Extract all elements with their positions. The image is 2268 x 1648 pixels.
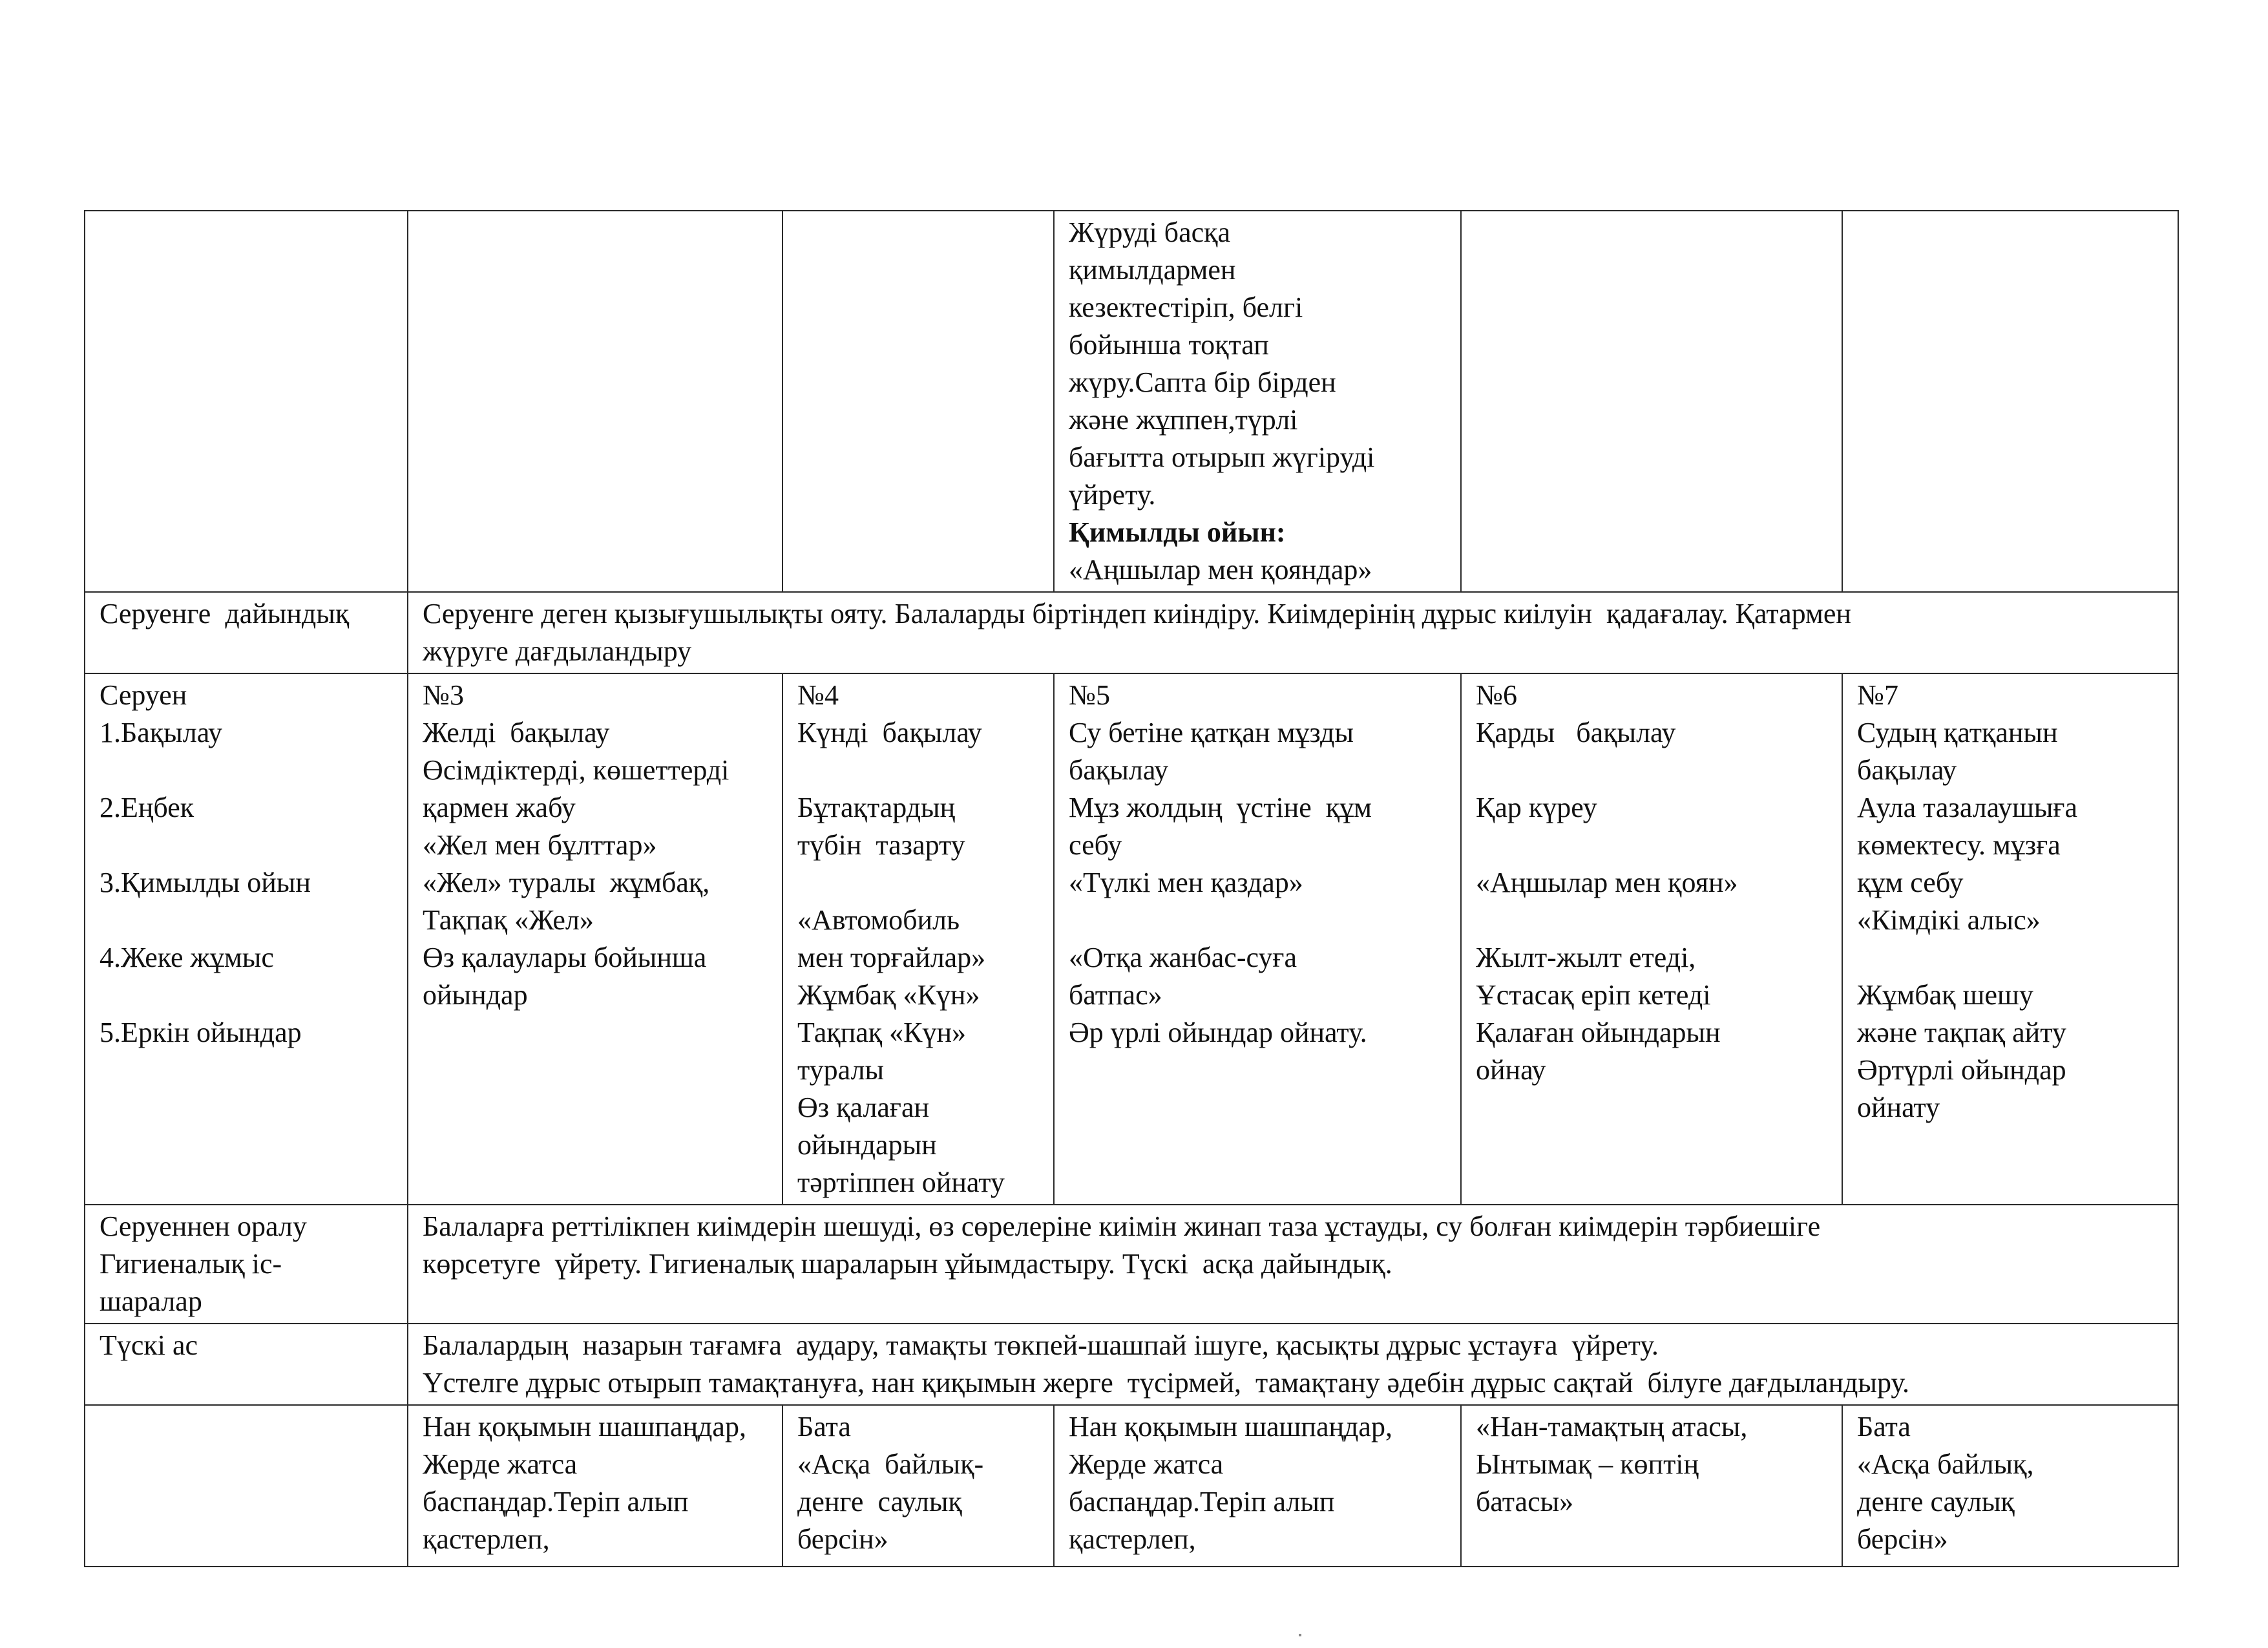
text-line: Өз қалаған (797, 1092, 930, 1123)
text-line: ойнау (1476, 1054, 1546, 1086)
text-line: Жұмбақ шешу (1857, 979, 2033, 1011)
text-line: қимылдармен (1069, 254, 1236, 286)
text-line: Өсімдіктерді, көшеттерді (423, 754, 730, 786)
text-line: «Нан-тамақтың атасы, (1476, 1411, 1748, 1442)
cell-empty (85, 1405, 408, 1567)
text-line: Серуеннен оралу (100, 1210, 307, 1242)
table-row-return (85, 1205, 2178, 1324)
row-label-text: Серуенге дайындық (100, 598, 350, 629)
text-line: Жылт-жылт етеді, (1476, 942, 1696, 973)
text-line: баспаңдар.Теріп алып (1069, 1486, 1335, 1517)
text-line: Қалаған ойындарын (1476, 1017, 1721, 1048)
row-label (85, 592, 408, 673)
spacer (100, 902, 395, 939)
text-line: Үстелге дұрыс отырып тамақтануға, нан қиқымын жерге түсірмей, тамақтану әдебін дұрыс сақтай білуге дағдыландыру. (423, 1367, 1909, 1399)
walk-day-7 (1842, 673, 2178, 1205)
table-row-blessing (85, 1405, 2178, 1567)
text-line: Жерде жатса (1069, 1448, 1224, 1480)
spacer (1476, 752, 1830, 789)
text-line: 3.Қимылды ойын (100, 867, 311, 898)
text-line: Қар күреу (1476, 792, 1597, 823)
text-line: №6 (1476, 679, 1517, 711)
text-line: денге саулық (1857, 1486, 2015, 1517)
return-text (408, 1205, 2178, 1324)
text-line: Серуенге деген қызығушылықты ояту. Балаларды біртіндеп киіндіру. Киімдерінің дұрыс киілуін қадағалау. Қатармен (423, 598, 1851, 629)
blessing-col-2 (782, 1405, 1054, 1567)
text-line: Желді бақылау (423, 717, 610, 748)
text-line: Балаларға реттілікпен киімдерін шешуді, өз сөрелеріне киімін жинап таза ұстауды, су болған киімдерін тәрбиешіге (423, 1210, 1821, 1242)
spacer (100, 977, 395, 1014)
text-line: «Отқа жанбас-суға (1069, 942, 1297, 973)
text-line: «Түлкі мен қаздар» (1069, 867, 1303, 898)
text-line: Бата (797, 1411, 851, 1442)
text-line: туралы (797, 1054, 885, 1086)
text-line: Бұтақтардың (797, 792, 956, 823)
text-line: қастерлеп, (423, 1523, 550, 1555)
walk-day-3 (408, 673, 782, 1205)
lunch-text (408, 1324, 2178, 1405)
text-line: 5.Еркін ойындар (100, 1017, 302, 1048)
spacer (1476, 902, 1830, 939)
table-row-continuation (85, 211, 2178, 592)
blessing-col-5 (1842, 1405, 2178, 1567)
text-line: Серуен (100, 679, 187, 711)
table-row-preparation (85, 592, 2178, 673)
text-line: Қарды бақылау (1476, 717, 1676, 748)
text-line: бақылау (1857, 754, 1957, 786)
text-line: Нан қоқымын шашпаңдар, (423, 1411, 746, 1442)
text-line: Тақпақ «Жел» (423, 904, 594, 936)
text-line: Жұмбақ «Күн» (797, 979, 980, 1011)
text-line: берсін» (1857, 1523, 1948, 1555)
text-line: «Аңшылар мен қоян» (1476, 867, 1738, 898)
text-line: 2.Еңбек (100, 792, 194, 823)
text-line: ойындар (423, 979, 528, 1011)
text-line: Әр үрлі ойындар ойнату. (1069, 1017, 1367, 1048)
text-line: 1.Бақылау (100, 717, 222, 748)
spacer (100, 827, 395, 864)
cell-empty (1842, 211, 2178, 592)
text-line: №3 (423, 679, 464, 711)
cell-empty (782, 211, 1054, 592)
text-line: және жұппен,түрлі (1069, 404, 1298, 436)
text-line: жүруге дағдыландыру (423, 635, 692, 667)
spacer (1857, 939, 2166, 977)
text-line: Балалардың назарын тағамға аудару, тамақты төкпей-шашпай ішуге, қасықты дұрыс ұстауға үйрету. (423, 1329, 1659, 1361)
text-line: №7 (1857, 679, 1898, 711)
text-line: берсін» (797, 1523, 888, 1555)
text-line: «Асқа байлық- (797, 1448, 984, 1480)
text-line: көмектесу. мұзға (1857, 829, 2061, 861)
blessing-col-1 (408, 1405, 782, 1567)
text-line: Күнді бақылау (797, 717, 982, 748)
text-line: Гигиеналық іс- (100, 1248, 282, 1280)
text-line: 4.Жеке жұмыс (100, 942, 274, 973)
cell-empty (1461, 211, 1842, 592)
text-line: бойынша тоқтап (1069, 329, 1269, 361)
table-row-walk (85, 673, 2178, 1205)
text-line: және тақпақ айту (1857, 1017, 2066, 1048)
cell-empty (85, 211, 408, 592)
schedule-table (84, 210, 2179, 1567)
text-line: жүру.Сапта бір бірден (1069, 366, 1336, 398)
walk-day-5 (1054, 673, 1461, 1205)
text-line: денге саулық (797, 1486, 962, 1517)
text-line: «Автомобиль (797, 904, 960, 936)
text-line: №4 (797, 679, 839, 711)
game-heading: Қимылды ойын: (1069, 516, 1286, 548)
text-line: батасы» (1476, 1486, 1574, 1517)
preparation-text (408, 592, 2178, 673)
text-line: Әртүрлі ойындар (1857, 1054, 2066, 1086)
row-label (85, 673, 408, 1205)
text-line: Ұстасақ еріп кетеді (1476, 979, 1711, 1011)
text-line: «Жел мен бұлттар» (423, 829, 657, 861)
text-line: Нан қоқымын шашпаңдар, (1069, 1411, 1392, 1442)
text-line: Аула тазалаушыға (1857, 792, 2077, 823)
text-line: Тақпақ «Күн» (797, 1017, 967, 1048)
text-line: батпас» (1069, 979, 1162, 1011)
text-line: қармен жабу (423, 792, 576, 823)
text-line: ойнату (1857, 1092, 1940, 1123)
cell-empty (408, 211, 782, 592)
text-line: Судың қатқанын (1857, 717, 2058, 748)
text-line: кезектестіріп, белгі (1069, 291, 1303, 323)
text-line: мен торғайлар» (797, 942, 986, 973)
text-line: көрсетуге үйрету. Гигиеналық шараларын ұйымдастыру. Түскі асқа дайындық. (423, 1248, 1392, 1280)
text-line: себу (1069, 829, 1122, 861)
text-line: Жүруді басқа (1069, 217, 1231, 248)
spacer (1476, 827, 1830, 864)
spacer (797, 752, 1042, 789)
cell-movement-activity (1054, 211, 1461, 592)
text-line: бақылау (1069, 754, 1169, 786)
text-line: бағытта отырып жүгіруді (1069, 441, 1375, 473)
walk-day-4 (782, 673, 1054, 1205)
scan-speck (1299, 1634, 1301, 1636)
text-line: түбін тазарту (797, 829, 965, 861)
game-name: «Аңшылар мен қояндар» (1069, 554, 1372, 586)
text-line: Өз қалаулары бойынша (423, 942, 707, 973)
row-label (85, 1205, 408, 1324)
table-row-lunch (85, 1324, 2178, 1405)
spacer (1069, 902, 1449, 939)
blessing-col-3 (1054, 1405, 1461, 1567)
text-line: шаралар (100, 1285, 202, 1317)
text-line: ойындарын (797, 1129, 937, 1161)
text-line: баспаңдар.Теріп алып (423, 1486, 689, 1517)
spacer (797, 864, 1042, 902)
blessing-col-4 (1461, 1405, 1842, 1567)
text-line: Бата (1857, 1411, 1911, 1442)
text-line: тәртіппен ойнату (797, 1167, 1005, 1198)
text-line: «Асқа байлық, (1857, 1448, 2034, 1480)
text-line: Су бетіне қатқан мұзды (1069, 717, 1354, 748)
text-line: қастерлеп, (1069, 1523, 1196, 1555)
row-label (85, 1324, 408, 1405)
text-line: Ынтымақ – көптің (1476, 1448, 1699, 1480)
text-line: «Кімдікі алыс» (1857, 904, 2041, 936)
text-line: үйрету. (1069, 479, 1156, 511)
text-line: Жерде жатса (423, 1448, 578, 1480)
row-label-text: Түскі ас (100, 1329, 198, 1361)
walk-day-6 (1461, 673, 1842, 1205)
spacer (100, 752, 395, 789)
text-line: «Жел» туралы жұмбақ, (423, 867, 710, 898)
text-line: №5 (1069, 679, 1110, 711)
text-line: құм себу (1857, 867, 1964, 898)
text-line: Мұз жолдың үстіне құм (1069, 792, 1372, 823)
